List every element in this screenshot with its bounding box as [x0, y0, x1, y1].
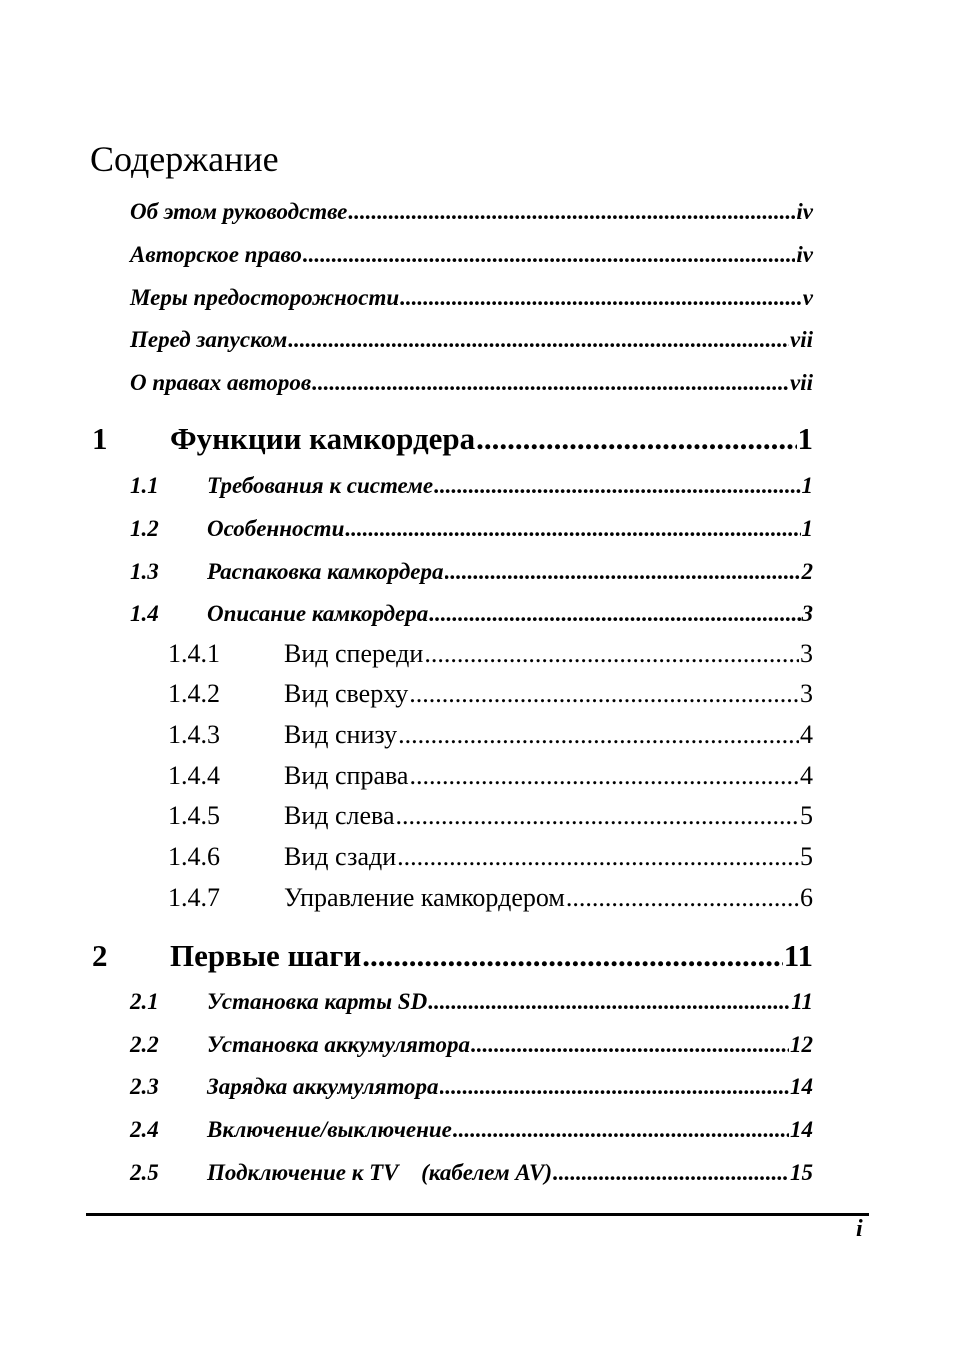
chapter-number: 2 — [92, 938, 108, 973]
toc-page: vii — [790, 370, 813, 395]
toc-page: 15 — [790, 1160, 813, 1185]
toc-section[interactable] — [130, 1032, 813, 1058]
dot-leader — [434, 473, 800, 499]
toc-section[interactable] — [130, 1117, 813, 1143]
toc-label: Вид сзади — [284, 842, 397, 871]
toc-page: 4 — [800, 761, 813, 790]
toc-page: v — [802, 285, 813, 310]
section-number: 2.4 — [130, 1117, 159, 1142]
dot-leader — [398, 720, 799, 750]
toc-section[interactable] — [130, 559, 813, 585]
toc-page: iv — [796, 199, 813, 224]
subsection-number: 1.4.4 — [168, 761, 220, 790]
toc-label: Установка карты SD — [207, 989, 428, 1014]
toc-label: Особенности — [207, 516, 345, 541]
dot-leader — [424, 639, 799, 669]
section-number: 2.1 — [130, 989, 159, 1014]
toc-page: 14 — [790, 1117, 813, 1142]
toc-label: Перед запуском — [130, 327, 288, 352]
toc-page: 3 — [801, 601, 813, 626]
toc-label: Установка аккумулятора — [207, 1032, 470, 1057]
toc-entry[interactable] — [130, 242, 813, 268]
dot-leader — [428, 989, 790, 1015]
toc-page: 11 — [783, 938, 813, 973]
toc-subsection[interactable] — [168, 842, 813, 872]
toc-section[interactable] — [130, 601, 813, 627]
toc-page: iv — [796, 242, 813, 267]
dot-leader — [409, 679, 799, 709]
toc-label: Включение/выключение — [207, 1117, 452, 1142]
toc-chapter[interactable] — [92, 938, 813, 974]
subsection-number: 1.4.2 — [168, 679, 220, 708]
toc-section[interactable] — [130, 516, 813, 542]
toc-label: Вид сверху — [284, 679, 409, 708]
page-number: i — [856, 1216, 863, 1242]
toc-subsection[interactable] — [168, 801, 813, 831]
chapter-number: 1 — [92, 421, 108, 456]
dot-leader — [348, 199, 795, 225]
footer-rule — [86, 1213, 869, 1216]
dot-leader — [471, 1032, 789, 1058]
dot-leader — [453, 1117, 789, 1143]
page-title: Содержание — [90, 139, 279, 179]
toc-entry[interactable] — [130, 285, 813, 311]
toc-section[interactable] — [130, 1074, 813, 1100]
toc-subsection[interactable] — [168, 883, 813, 913]
toc-section[interactable] — [130, 989, 813, 1015]
toc-entry[interactable] — [130, 199, 813, 225]
toc-page: 5 — [800, 842, 813, 871]
toc-label: Зарядка аккумулятора — [207, 1074, 439, 1099]
toc-label: Описание камкордера — [207, 601, 429, 626]
toc-label: Управление камкордером — [284, 883, 565, 912]
toc-label: Вид слева — [284, 801, 395, 830]
section-number: 1.3 — [130, 559, 159, 584]
toc-label: Вид снизу — [284, 720, 398, 749]
toc-page: 12 — [790, 1032, 813, 1057]
dot-leader — [303, 242, 795, 268]
toc-page: 1 — [801, 516, 813, 541]
section-number: 2.2 — [130, 1032, 159, 1057]
toc-label: Вид справа — [284, 761, 409, 790]
section-number: 1.1 — [130, 473, 159, 498]
toc-label: Авторское право — [130, 242, 302, 267]
dot-leader — [476, 421, 796, 457]
toc-subsection[interactable] — [168, 639, 813, 669]
chapter-label: Первые шаги — [170, 938, 362, 973]
dot-leader — [553, 1160, 789, 1186]
toc-subsection[interactable] — [168, 761, 813, 791]
subsection-number: 1.4.6 — [168, 842, 220, 871]
subsection-number: 1.4.3 — [168, 720, 220, 749]
toc-page: 3 — [800, 639, 813, 668]
dot-leader — [345, 516, 800, 542]
dot-leader — [362, 938, 783, 974]
toc-page: 1 — [797, 421, 813, 456]
toc-label: Вид спереди — [284, 639, 424, 668]
toc-page: 5 — [800, 801, 813, 830]
toc-label: Меры предосторожности — [130, 285, 400, 310]
toc-entry[interactable] — [130, 327, 813, 353]
toc-entry[interactable] — [130, 370, 813, 396]
dot-leader — [409, 761, 799, 791]
toc-page: 4 — [800, 720, 813, 749]
toc-page: 1 — [801, 473, 813, 498]
toc-label: Подключение к TV (кабелем AV) — [207, 1160, 553, 1185]
toc-subsection[interactable] — [168, 720, 813, 750]
toc-page: 6 — [800, 883, 813, 912]
dot-leader — [288, 327, 789, 353]
subsection-number: 1.4.1 — [168, 639, 220, 668]
dot-leader — [312, 370, 789, 396]
dot-leader — [429, 601, 800, 627]
chapter-label: Функции камкордера — [170, 421, 476, 456]
toc-page: 14 — [790, 1074, 813, 1099]
section-number: 1.2 — [130, 516, 159, 541]
toc-label: Требования к системе — [207, 473, 434, 498]
section-number: 2.5 — [130, 1160, 159, 1185]
toc-section[interactable] — [130, 1160, 813, 1186]
dot-leader — [566, 883, 799, 913]
section-number: 2.3 — [130, 1074, 159, 1099]
toc-page: 3 — [800, 679, 813, 708]
dot-leader — [397, 842, 799, 872]
toc-label: Распаковка камкордера — [207, 559, 444, 584]
dot-leader — [440, 1074, 789, 1100]
toc-label: О правах авторов — [130, 370, 312, 395]
toc-page: 11 — [791, 989, 813, 1014]
dot-leader — [445, 559, 801, 585]
subsection-number: 1.4.7 — [168, 883, 220, 912]
section-number: 1.4 — [130, 601, 159, 626]
dot-leader — [400, 285, 802, 311]
dot-leader — [396, 801, 799, 831]
toc-section[interactable] — [130, 473, 813, 499]
toc-subsection[interactable] — [168, 679, 813, 709]
toc-label: Об этом руководстве — [130, 199, 348, 224]
toc-page: 2 — [801, 559, 813, 584]
toc-chapter[interactable] — [92, 421, 813, 457]
subsection-number: 1.4.5 — [168, 801, 220, 830]
toc-page: vii — [790, 327, 813, 352]
